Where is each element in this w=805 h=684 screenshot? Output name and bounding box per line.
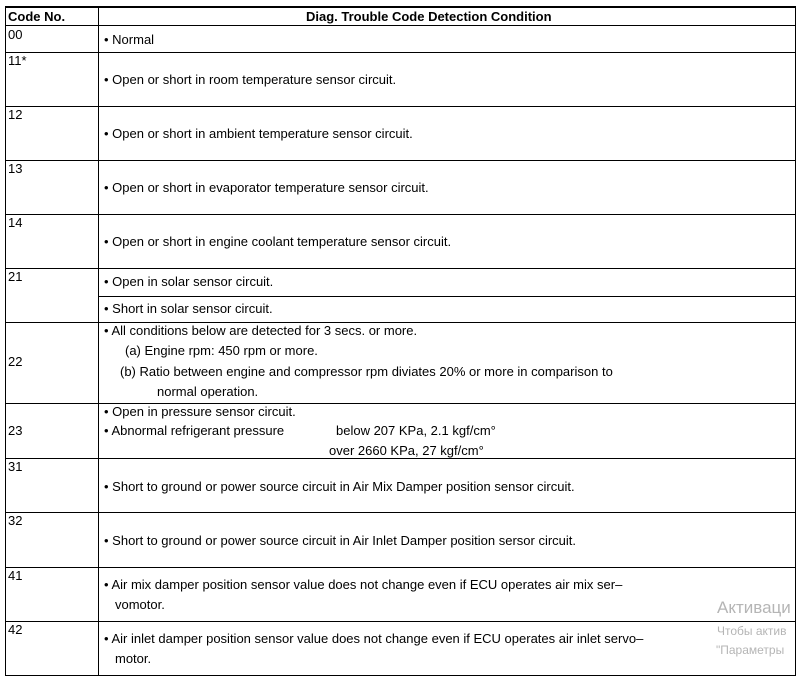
code-cell: 11* xyxy=(8,53,27,68)
condition-text: over 2660 KPa, 27 kgf/cm° xyxy=(329,443,484,458)
table-border-left xyxy=(5,6,6,676)
row-divider xyxy=(5,52,796,53)
condition-text: • Open or short in room temperature sensor circuit. xyxy=(104,72,397,87)
row-divider xyxy=(5,106,796,107)
column-divider xyxy=(98,6,99,676)
activation-watermark-line: Чтобы актив xyxy=(717,624,787,638)
code-cell: 32 xyxy=(8,513,23,528)
condition-text: (b) Ratio between engine and compressor rpm diviates 20% or more in comparison to xyxy=(120,364,613,379)
row-divider xyxy=(5,512,796,513)
condition-text: • Normal xyxy=(104,32,155,47)
condition-text: vomotor. xyxy=(115,597,165,612)
row-divider xyxy=(5,458,796,459)
code-cell: 14 xyxy=(8,215,23,230)
table-border-right xyxy=(795,6,796,676)
row-divider xyxy=(5,567,796,568)
condition-text: • Open or short in evaporator temperature sensor circuit. xyxy=(104,180,429,195)
condition-text: • Air inlet damper position sensor value does not change even if ECU operates air inlet servo– xyxy=(104,631,644,646)
condition-text: • Open in solar sensor circuit. xyxy=(104,274,274,289)
header-detection-condition: Diag. Trouble Code Detection Condition xyxy=(306,9,552,24)
condition-text: • Short to ground or power source circuit in Air Inlet Damper position sersor circuit. xyxy=(104,533,577,548)
table-border-top xyxy=(5,6,796,8)
condition-text: • Open or short in engine coolant temperature sensor circuit. xyxy=(104,234,452,249)
condition-text: • Air mix damper position sensor value does not change even if ECU operates air mix ser– xyxy=(104,577,623,592)
header-code-no: Code No. xyxy=(8,9,66,24)
condition-text: (a) Engine rpm: 450 rpm or more. xyxy=(125,343,318,358)
code-cell: 12 xyxy=(8,107,23,122)
row-divider xyxy=(5,621,796,622)
code-cell: 21 xyxy=(8,269,23,284)
condition-text: • All conditions below are detected for 3 secs. or more. xyxy=(104,323,418,338)
row-divider xyxy=(5,25,796,26)
activation-watermark-title: Активаци xyxy=(717,598,791,617)
row-divider xyxy=(5,214,796,215)
condition-text: • Short to ground or power source circuit in Air Mix Damper position sensor circuit. xyxy=(104,479,575,494)
condition-text: motor. xyxy=(115,651,152,666)
condition-text: • Short in solar sensor circuit. xyxy=(104,301,273,316)
code-cell: 22 xyxy=(8,354,23,369)
condition-text: • Open or short in ambient temperature sensor circuit. xyxy=(104,126,413,141)
row-divider xyxy=(5,160,796,161)
sub-row-divider xyxy=(98,296,796,297)
condition-text: • Abnormal refrigerant pressure xyxy=(104,423,285,438)
condition-text: below 207 KPa, 2.1 kgf/cm° xyxy=(336,423,496,438)
code-cell: 13 xyxy=(8,161,23,176)
activation-watermark-line: "Параметры xyxy=(716,643,785,657)
code-cell: 42 xyxy=(8,622,23,637)
code-cell: 41 xyxy=(8,568,23,583)
code-cell: 23 xyxy=(8,423,23,438)
table-border-bottom xyxy=(5,675,796,676)
code-cell: 31 xyxy=(8,459,23,474)
condition-text: normal operation. xyxy=(157,384,259,399)
code-cell: 00 xyxy=(8,27,23,42)
condition-text: • Open in pressure sensor circuit. xyxy=(104,404,296,419)
row-divider xyxy=(5,268,796,269)
